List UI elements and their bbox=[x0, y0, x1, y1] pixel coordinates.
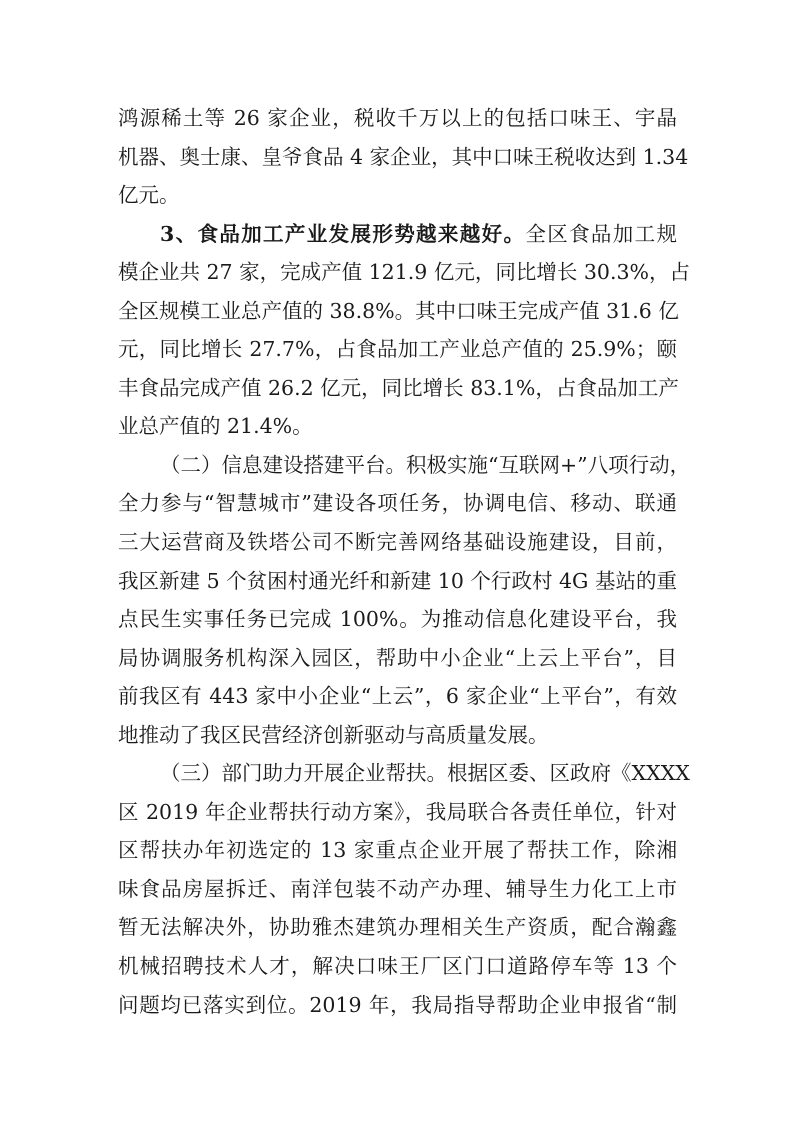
text-line: 业总产值的 21.4%。 bbox=[118, 414, 313, 439]
text-run: 全区食品加工规 bbox=[525, 221, 678, 246]
section-heading: （三）部门助力开展企业帮扶。 bbox=[160, 761, 447, 786]
text-line: 我区新建 5 个贫困村通光纤和新建 10 个行政村 4G 基站的重 bbox=[118, 568, 677, 593]
text-line: 味食品房屋拆迁、南洋包装不动产办理、辅导生力化工上市 bbox=[118, 876, 677, 901]
text-line: 丰食品完成产值 26.2 亿元，同比增长 83.1%，占食品加工产 bbox=[118, 375, 679, 400]
text-line: 地推动了我区民营经济创新驱动与高质量发展。 bbox=[118, 722, 549, 747]
paragraph-enterprise-assistance bbox=[118, 754, 690, 1024]
text-line: 亿元。 bbox=[118, 183, 180, 208]
text-line: 区 2019 年企业帮扶行动方案》，我局联合各责任单位，针对 bbox=[118, 799, 677, 824]
paragraph-information-platform bbox=[118, 446, 691, 754]
text-line: 元，同比增长 27.7%，占食品加工产业总产值的 25.9%；颐 bbox=[118, 337, 677, 362]
text-line: 模企业共 27 家，完成产值 121.9 亿元，同比增长 30.3%，占 bbox=[118, 260, 690, 285]
text-line bbox=[118, 446, 691, 485]
text-line: 鸿源稀土等 26 家企业，税收千万以上的包括口味王、宇晶 bbox=[118, 106, 677, 130]
text-line bbox=[118, 215, 677, 254]
text-line: 暂无法解决外，协助雅杰建筑办理相关生产资质，配合瀚鑫 bbox=[118, 915, 677, 940]
text-line: 问题均已落实到位。2019 年，我局指导帮助企业申报省“制 bbox=[118, 992, 677, 1017]
text-line bbox=[118, 754, 690, 793]
document-page bbox=[118, 99, 691, 1024]
text-line: 区帮扶办年初选定的 13 家重点企业开展了帮扶工作，除湘 bbox=[118, 838, 677, 863]
paragraph-tax-enterprises bbox=[118, 99, 689, 215]
text-line: 点民生实事任务已完成 100%。为推动信息化建设平台，我 bbox=[118, 607, 677, 632]
section-heading: 3、食品加工产业发展形势越来越好。 bbox=[160, 221, 526, 246]
text-line: 全区规模工业总产值的 38.8%。其中口味王完成产值 31.6 亿 bbox=[118, 298, 679, 323]
text-line: 前我区有 443 家中小企业“上云”，6 家企业“上平台”，有效 bbox=[118, 684, 677, 709]
text-run: 积极实施“互联网+”八项行动， bbox=[406, 452, 691, 477]
text-line: 机械招聘技术人才，解决口味王厂区门口道路停车等 13 个 bbox=[118, 954, 677, 979]
text-line: 机器、奥士康、皇爷食品 4 家企业，其中口味王税收达到 1.34 bbox=[118, 144, 689, 169]
text-line: 局协调服务机构深入园区，帮助中小企业“上云上平台”，目 bbox=[118, 645, 677, 670]
text-run: 根据区委、区政府《XXXX bbox=[447, 761, 690, 786]
section-heading: （二）信息建设搭建平台。 bbox=[160, 452, 406, 477]
text-line: 三大运营商及铁塔公司不断完善网络基础设施建设，目前， bbox=[118, 530, 677, 555]
text-line: 全力参与“智慧城市”建设各项任务，协调电信、移动、联通 bbox=[118, 491, 677, 516]
paragraph-food-processing bbox=[118, 215, 690, 446]
